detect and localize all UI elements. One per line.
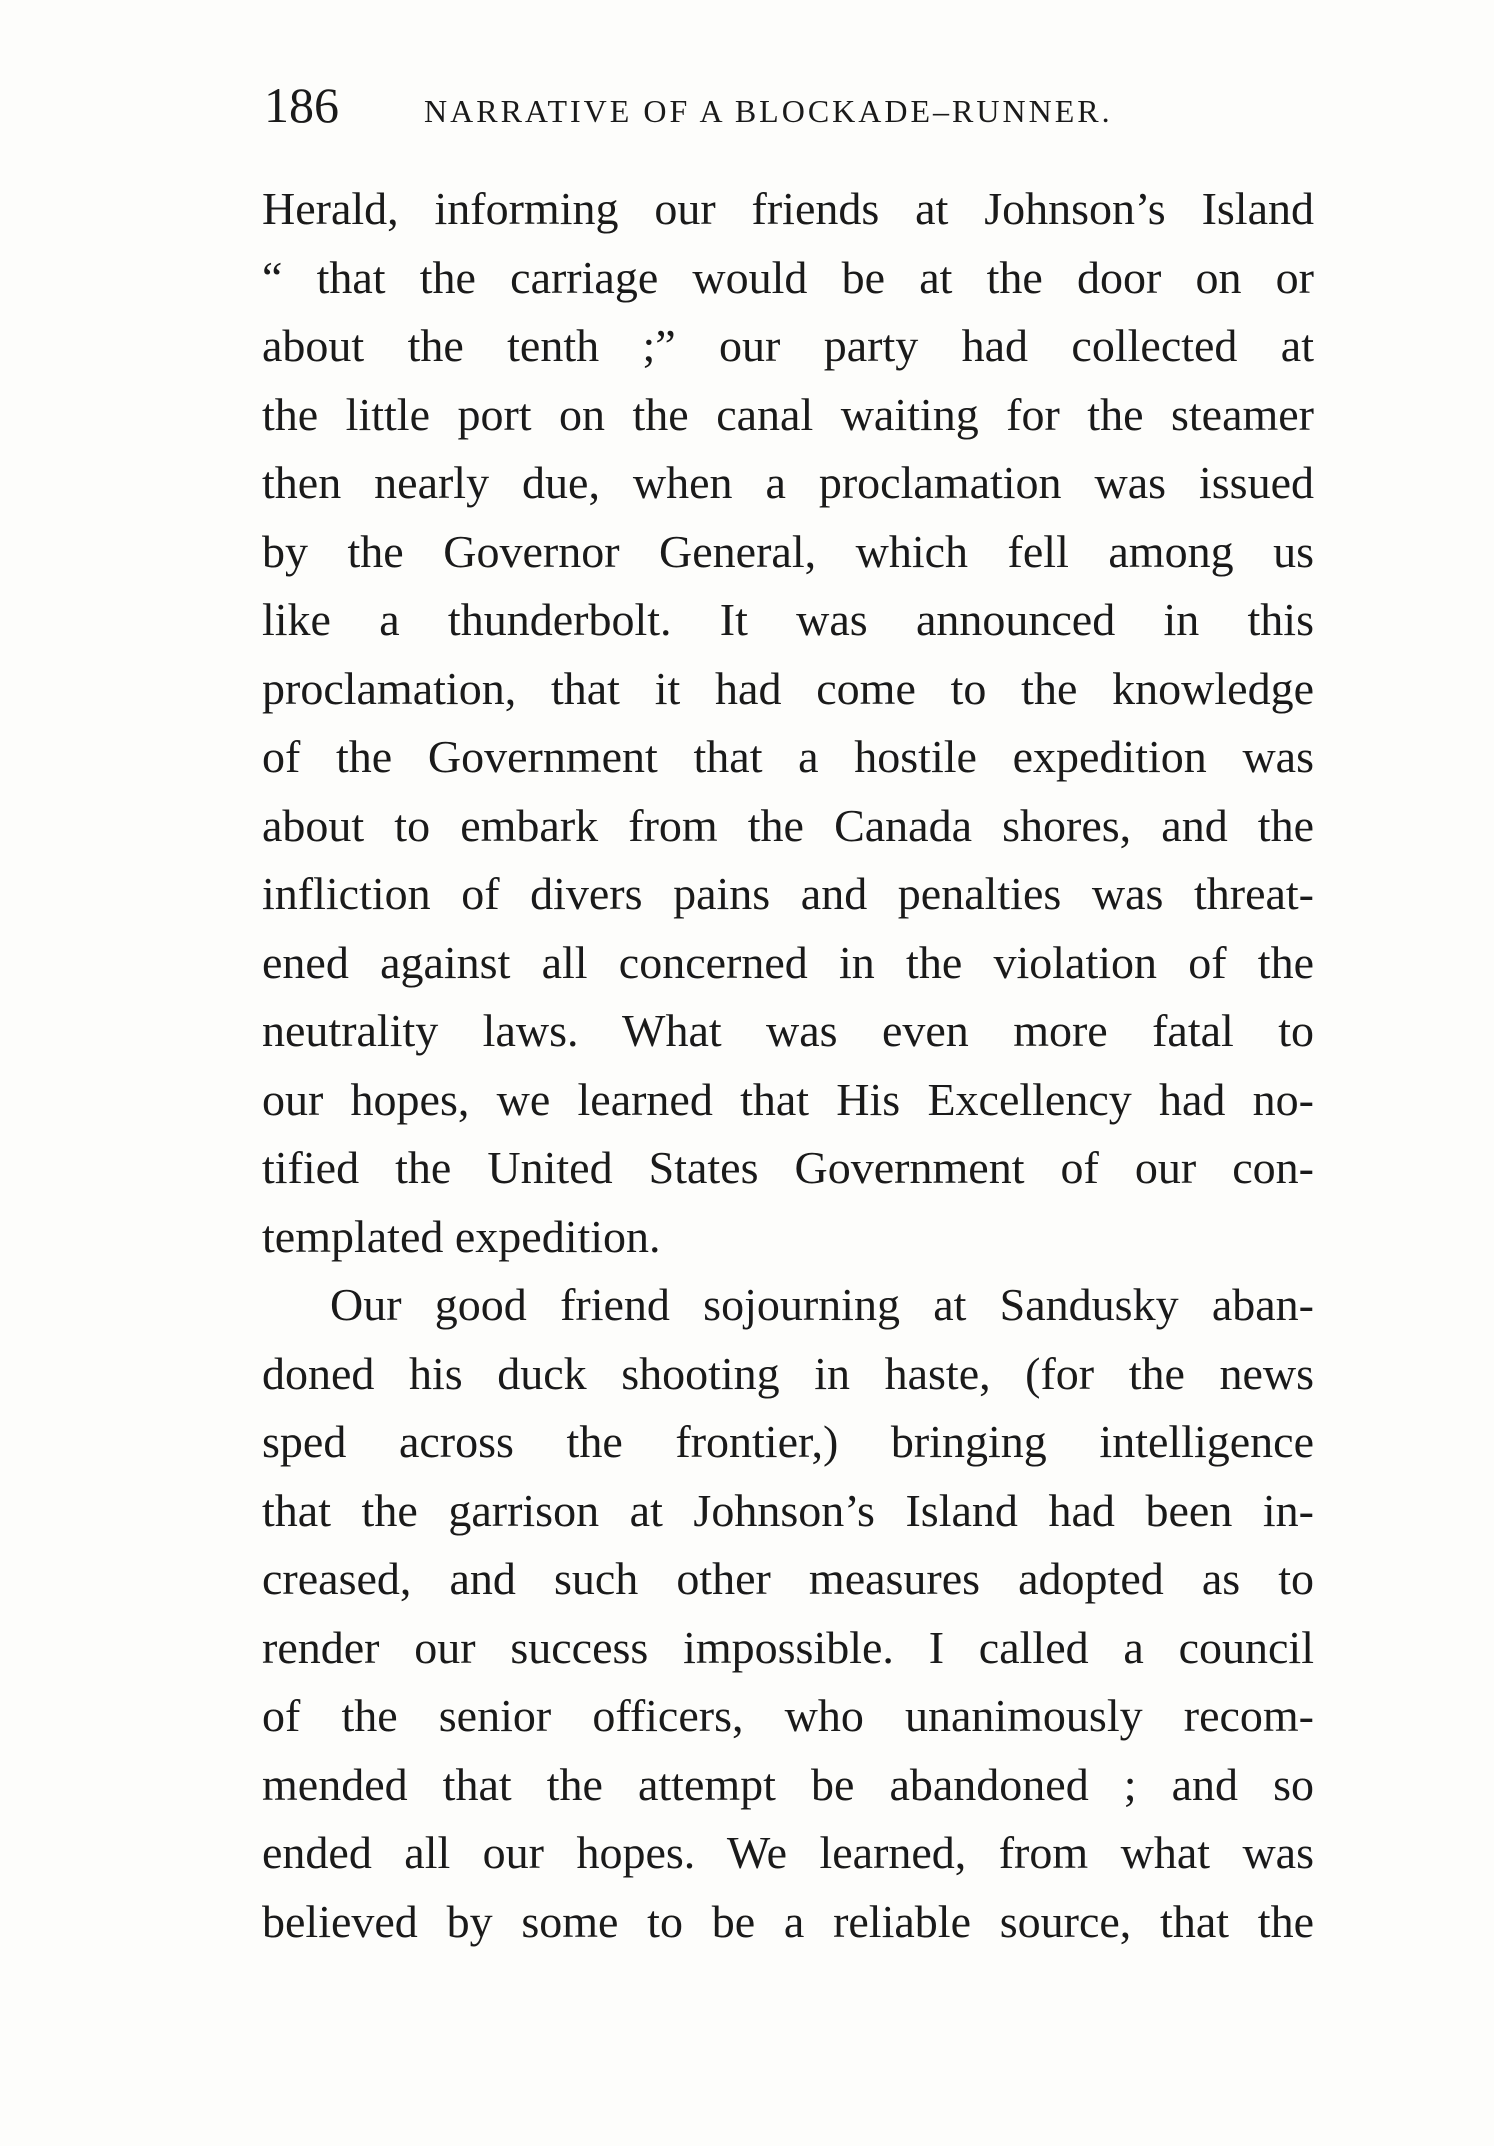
body-text: [262, 175, 1314, 1956]
page-header: [264, 70, 1314, 140]
text-line: of the senior officers, who unanimously recom-: [262, 1690, 1314, 1741]
text-line: ened against all concerned in the violation of the: [262, 936, 1314, 988]
text-line: believed by some to be a reliable source, that the: [262, 1895, 1314, 1947]
text-line: ended all our hopes. We learned, from what was: [262, 1827, 1314, 1878]
text-line: sped across the frontier,) bringing intelligence: [262, 1416, 1314, 1467]
paragraph-start-line: Our good friend sojourning at Sandusky aban-: [330, 1279, 1314, 1330]
running-title: NARRATIVE OF A BLOCKADE–RUNNER.: [424, 93, 1113, 129]
text-line: about the tenth ;” our party had collected at: [262, 320, 1314, 371]
text-line: render our success impossible. I called a council: [262, 1621, 1314, 1673]
text-line: of the Government that a hostile expedition was: [262, 731, 1314, 782]
text-line: our hopes, we learned that His Excellency had no-: [262, 1073, 1314, 1125]
paragraph-end-line: templated expedition.: [262, 1210, 661, 1262]
text-line: like a thunderbolt. It was announced in this: [262, 594, 1314, 645]
text-line: mended that the attempt be abandoned ; and so: [262, 1758, 1314, 1810]
text-line: that the garrison at Johnson’s Island had been in-: [262, 1484, 1314, 1536]
text-line: by the Governor General, which fell among us: [262, 525, 1314, 577]
text-line: tified the United States Government of our con-: [262, 1142, 1314, 1193]
text-line: infliction of divers pains and penalties was threat-: [262, 868, 1314, 919]
text-line: then nearly due, when a proclamation was issued: [262, 457, 1314, 508]
text-line: neutrality laws. What was even more fatal to: [262, 1005, 1314, 1056]
text-line: Herald, informing our friends at Johnson’s Island: [262, 183, 1314, 234]
text-line: about to embark from the Canada shores, and the: [262, 799, 1314, 851]
text-line: creased, and such other measures adopted as to: [262, 1553, 1314, 1604]
text-line: doned his duck shooting in haste, (for the news: [262, 1347, 1314, 1399]
page-number: 186: [264, 77, 339, 133]
text-line: “ that the carriage would be at the door on or: [262, 251, 1314, 303]
text-line: proclamation, that it had come to the knowledge: [262, 662, 1314, 714]
text-line: the little port on the canal waiting for the steamer: [262, 388, 1314, 440]
